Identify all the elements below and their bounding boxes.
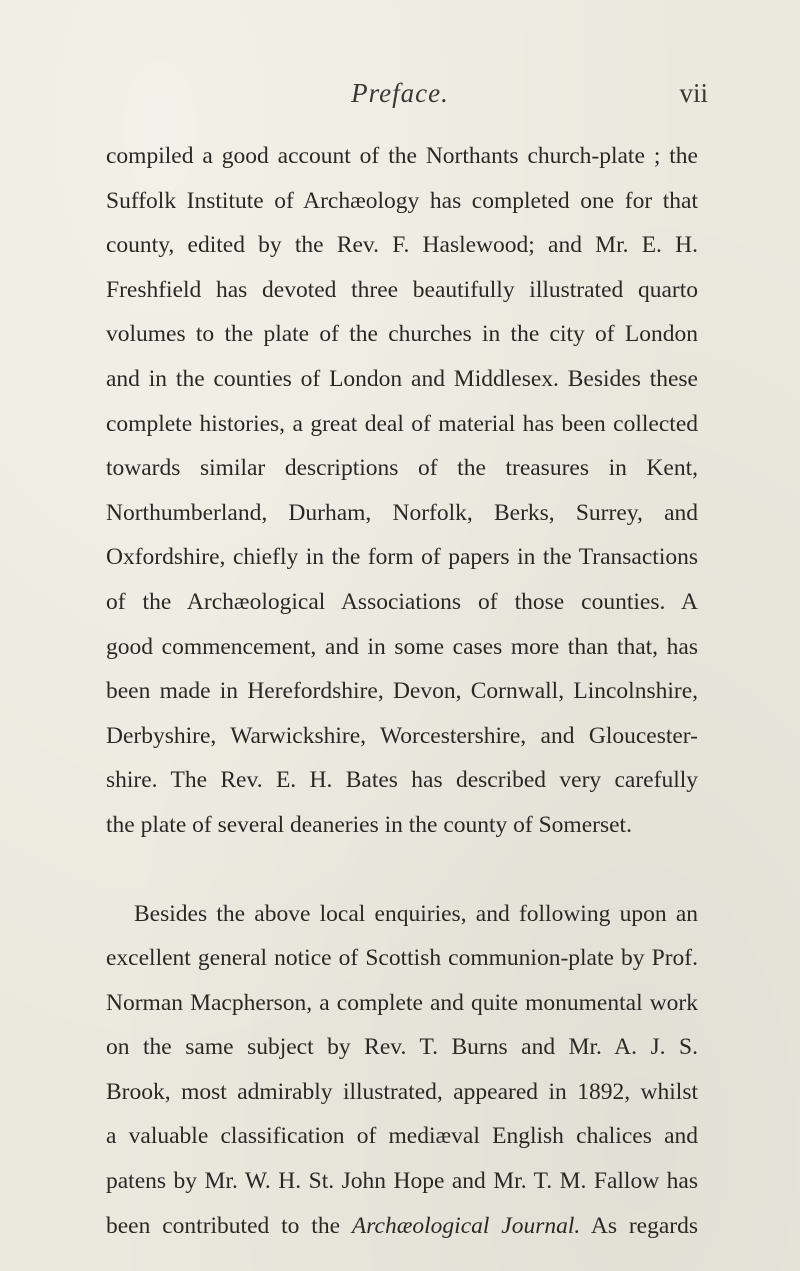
text-line: and in the counties of London and Middlesex. Besides these	[106, 365, 698, 392]
paragraph-spacer	[106, 848, 698, 892]
text-line: Norman Macpherson, a complete and quite monumental work	[106, 989, 698, 1016]
page-number: vii	[679, 78, 708, 108]
body-text	[106, 134, 698, 1248]
text-line: Brook, most admirably illustrated, appeared in 1892, whilst	[106, 1078, 698, 1105]
text-line-with-italic	[106, 1204, 698, 1249]
text-line: excellent general notice of Scottish communion-plate by Prof.	[106, 945, 698, 972]
text-line: Oxfordshire, chiefly in the form of papers in the Transactions	[106, 544, 698, 571]
text-line: a valuable classification of mediæval English chalices and	[106, 1123, 698, 1150]
text-line: complete histories, a great deal of material has been collected	[106, 410, 698, 437]
line-text-start: been contributed to the	[106, 1212, 352, 1239]
paragraph-2	[106, 892, 698, 1249]
text-line: patens by Mr. W. H. St. John Hope and Mr. T. M. Fallow has	[106, 1168, 698, 1195]
text-line: Suffolk Institute of Archæology has completed one for that	[106, 187, 698, 214]
text-line: the plate of several deaneries in the county of Somerset.	[106, 811, 632, 838]
text-line: towards similar descriptions of the treasures in Kent,	[106, 455, 698, 482]
text-line: compiled a good account of the Northants church-plate ; the	[106, 143, 698, 169]
text-line: been made in Herefordshire, Devon, Cornwall, Lincolnshire,	[106, 678, 698, 705]
text-line: Northumberland, Durham, Norfolk, Berks, Surrey, and	[106, 499, 698, 526]
running-title: Preface.	[351, 78, 449, 108]
text-line: shire. The Rev. E. H. Bates has described very carefully	[106, 767, 698, 794]
text-line: volumes to the plate of the churches in the city of London	[106, 321, 698, 348]
text-line: Derbyshire, Warwickshire, Worcestershire, and Gloucester-	[106, 722, 698, 749]
text-line: Besides the above local enquiries, and following upon an	[134, 900, 698, 927]
text-line: Freshfield has devoted three beautifully illustrated quarto	[106, 276, 698, 303]
text-line: of the Archæological Associations of those counties. A	[106, 588, 698, 615]
text-line: good commencement, and in some cases more than that, has	[106, 633, 698, 660]
text-line: county, edited by the Rev. F. Haslewood; and Mr. E. H.	[106, 232, 698, 259]
page-header	[0, 78, 800, 118]
journal-title: Archæological Journal.	[351, 1212, 581, 1239]
text-line: on the same subject by Rev. T. Burns and Mr. A. J. S.	[106, 1034, 698, 1061]
line-text-end: As regards	[580, 1212, 698, 1239]
paragraph-1	[106, 134, 698, 848]
